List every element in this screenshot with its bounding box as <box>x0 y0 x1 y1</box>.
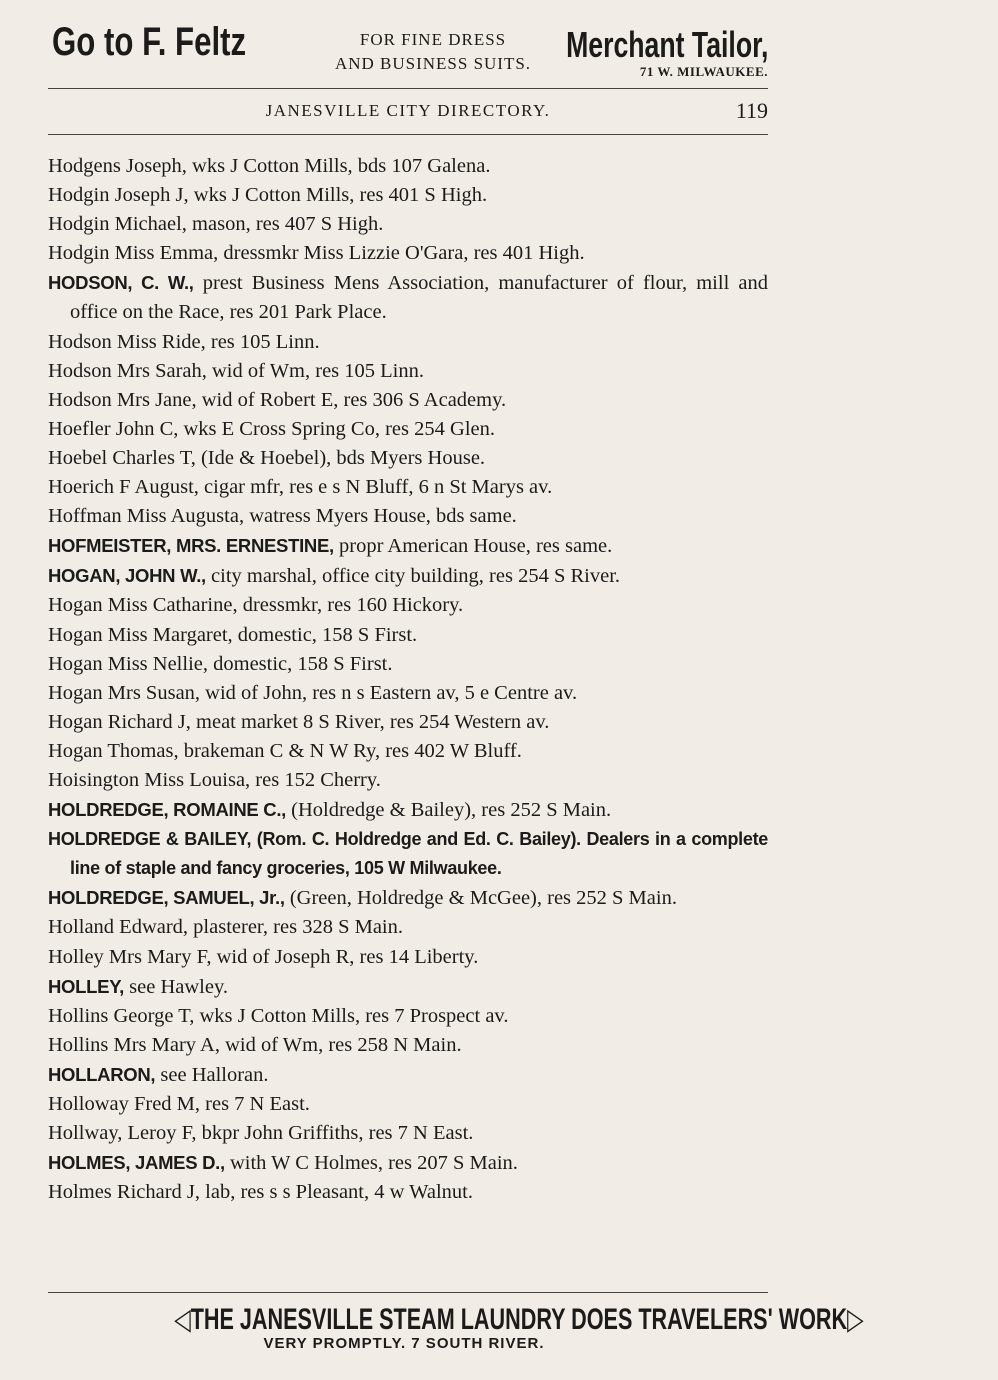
running-head <box>48 98 768 124</box>
entry-name: HOLLARON, <box>48 1063 156 1085</box>
directory-entry <box>48 152 768 181</box>
entry-text: Hodgens Joseph, wks J Cotton Mills, bds 107 Galena. <box>48 155 491 177</box>
laundry-ad-address: VERY PROMPTLY. 7 SOUTH RIVER. <box>263 1335 545 1352</box>
entry-name: HOLDREDGE, SAMUEL, Jr., <box>48 887 285 909</box>
ad-feltz-tagline <box>313 28 553 76</box>
entry-text: (Green, Holdredge & McGee), res 252 S Main. <box>284 887 677 910</box>
ad-tagline-line2: AND BUSINESS SUITS. <box>334 54 532 73</box>
directory-entry <box>48 239 768 268</box>
entry-text: city marshal, office city building, res 254 S River. <box>205 565 621 588</box>
directory-entry <box>48 268 768 327</box>
entry-text: Hodson Mrs Jane, wid of Robert E, res 306 S Academy. <box>48 388 507 411</box>
entry-text: Hogan Thomas, brakeman C & N W Ry, res 402 W Bluff. <box>48 739 522 762</box>
directory-entry <box>48 825 768 883</box>
entry-text: Hogan Miss Nellie, domestic, 158 S First. <box>48 652 393 675</box>
entry-text: Hollway, Leroy F, bkpr John Griffiths, res 7 N East. <box>48 1122 474 1145</box>
directory-entry <box>48 357 768 386</box>
directory-entry <box>48 386 768 415</box>
directory-entry <box>48 1148 768 1178</box>
entry-text: Hogan Miss Margaret, domestic, 158 S First. <box>48 623 418 646</box>
entry-text: see Halloran. <box>155 1063 269 1086</box>
arrow-left-icon: ◁ <box>174 1303 191 1336</box>
entry-text: Hodgin Miss Emma, dressmkr Miss Lizzie O'Gara, res 401 High. <box>48 242 585 265</box>
entry-text: propr American House, res same. <box>333 535 613 558</box>
ad-address: 71 W. MILWAUKEE. <box>639 64 768 79</box>
directory-entry <box>48 1178 768 1207</box>
directory-entry <box>48 415 768 444</box>
laundry-ad-headline <box>174 1302 864 1337</box>
laundry-ad-text: THE JANESVILLE STEAM LAUNDRY DOES TRAVELERS' WORK <box>190 1303 848 1336</box>
entry-text: Hoffman Miss Augusta, watress Myers House, bds same. <box>48 505 517 528</box>
entry-text: Hodson Mrs Sarah, wid of Wm, res 105 Linn. <box>48 359 424 382</box>
directory-entry <box>48 679 768 708</box>
entry-name: HOFMEISTER, MRS. ERNESTINE, <box>48 535 334 557</box>
ad-merchant-tailor: Merchant Tailor, <box>565 24 768 65</box>
entry-name: HOLMES, JAMES D., <box>48 1152 225 1174</box>
divider-head <box>48 134 768 135</box>
entry-text: Holloway Fred M, res 7 N East. <box>48 1093 310 1115</box>
ad-feltz-headline: Go to F. Feltz <box>52 20 247 64</box>
entry-text: Hogan Mrs Susan, wid of John, res n s Eastern av, 5 e Centre av. <box>48 681 578 704</box>
directory-entry <box>48 1060 768 1090</box>
entry-text: prest Business Mens Association, manufacturer of flour, mill and office on the Race, res 201 Park Place. <box>70 272 768 324</box>
page-title: JANESVILLE CITY DIRECTORY. <box>265 101 551 120</box>
entry-text: (Holdredge & Bailey), res 252 S Main. <box>286 799 612 822</box>
directory-entry <box>48 561 768 591</box>
directory-entry <box>48 444 768 473</box>
directory-entry <box>48 181 768 210</box>
directory-entry <box>48 795 768 825</box>
directory-entry <box>48 737 768 766</box>
entry-text: with W C Holmes, res 207 S Main. <box>224 1152 518 1175</box>
directory-entry <box>48 1119 768 1148</box>
entry-text: Hoisington Miss Louisa, res 152 Cherry. <box>48 768 381 791</box>
entry-text: Hoebel Charles T, (Ide & Hoebel), bds Myers House. <box>48 446 486 469</box>
divider-bottom <box>48 1292 768 1293</box>
entry-name: HOLDREDGE, ROMAINE C., <box>48 799 287 821</box>
entry-text: Hogan Miss Catharine, dressmkr, res 160 Hickory. <box>48 594 464 617</box>
divider-top <box>48 88 768 89</box>
directory-entry <box>48 766 768 795</box>
directory-entry <box>48 473 768 502</box>
directory-entry <box>48 591 768 620</box>
directory-entry <box>48 972 768 1002</box>
entry-text: Hodgin Joseph J, wks J Cotton Mills, res 401 S High. <box>48 184 488 207</box>
page-number: 119 <box>735 98 768 123</box>
directory-entry <box>48 708 768 737</box>
entry-text: Hollins Mrs Mary A, wid of Wm, res 258 N Main. <box>48 1033 462 1056</box>
directory-entry <box>48 883 768 913</box>
directory-entry <box>48 328 768 357</box>
directory-entry <box>48 1090 768 1119</box>
entry-text: Holland Edward, plasterer, res 328 S Main. <box>48 916 403 939</box>
entry-text: Hodson Miss Ride, res 105 Linn. <box>48 330 320 353</box>
directory-entries <box>48 152 768 1207</box>
ad-tagline-line1: FOR FINE DRESS <box>359 30 507 49</box>
directory-entry <box>48 621 768 650</box>
entry-name: HODSON, C. W., <box>48 272 194 294</box>
directory-entry <box>48 1002 768 1031</box>
entry-text: Hollins George T, wks J Cotton Mills, res 7 Prospect av. <box>48 1004 509 1027</box>
directory-entry <box>48 650 768 679</box>
directory-entry <box>48 502 768 531</box>
arrow-right-icon: ▷ <box>847 1303 864 1336</box>
entry-text: Hoerich F August, cigar mfr, res e s N Bluff, 6 n St Marys av. <box>48 476 553 499</box>
entry-text: Hoefler John C, wks E Cross Spring Co, res 254 Glen. <box>48 417 495 440</box>
directory-entry <box>48 913 768 942</box>
entry-name: HOGAN, JOHN W., <box>48 565 206 587</box>
directory-entry <box>48 943 768 972</box>
entry-text: Hodgin Michael, mason, res 407 S High. <box>48 213 384 236</box>
entry-text: Holley Mrs Mary F, wid of Joseph R, res 14 Liberty. <box>48 945 479 968</box>
footer-advertisement <box>40 1302 864 1352</box>
entry-text: Holmes Richard J, lab, res s s Pleasant, 4 w Walnut. <box>48 1181 473 1204</box>
entry-text: HOLDREDGE & BAILEY, (Rom. C. Holdredge and Ed. C. Bailey). Dealers in a complete line of staple and fancy groceries, 105 W Milwaukee. <box>48 829 768 879</box>
directory-entry <box>48 1031 768 1060</box>
entry-name: HOLLEY, <box>48 975 125 997</box>
header-advertisement <box>48 10 768 80</box>
directory-entry <box>48 210 768 239</box>
entry-text: Hogan Richard J, meat market 8 S River, res 254 Western av. <box>48 710 550 733</box>
entry-text: see Hawley. <box>124 975 229 998</box>
directory-entry <box>48 531 768 561</box>
